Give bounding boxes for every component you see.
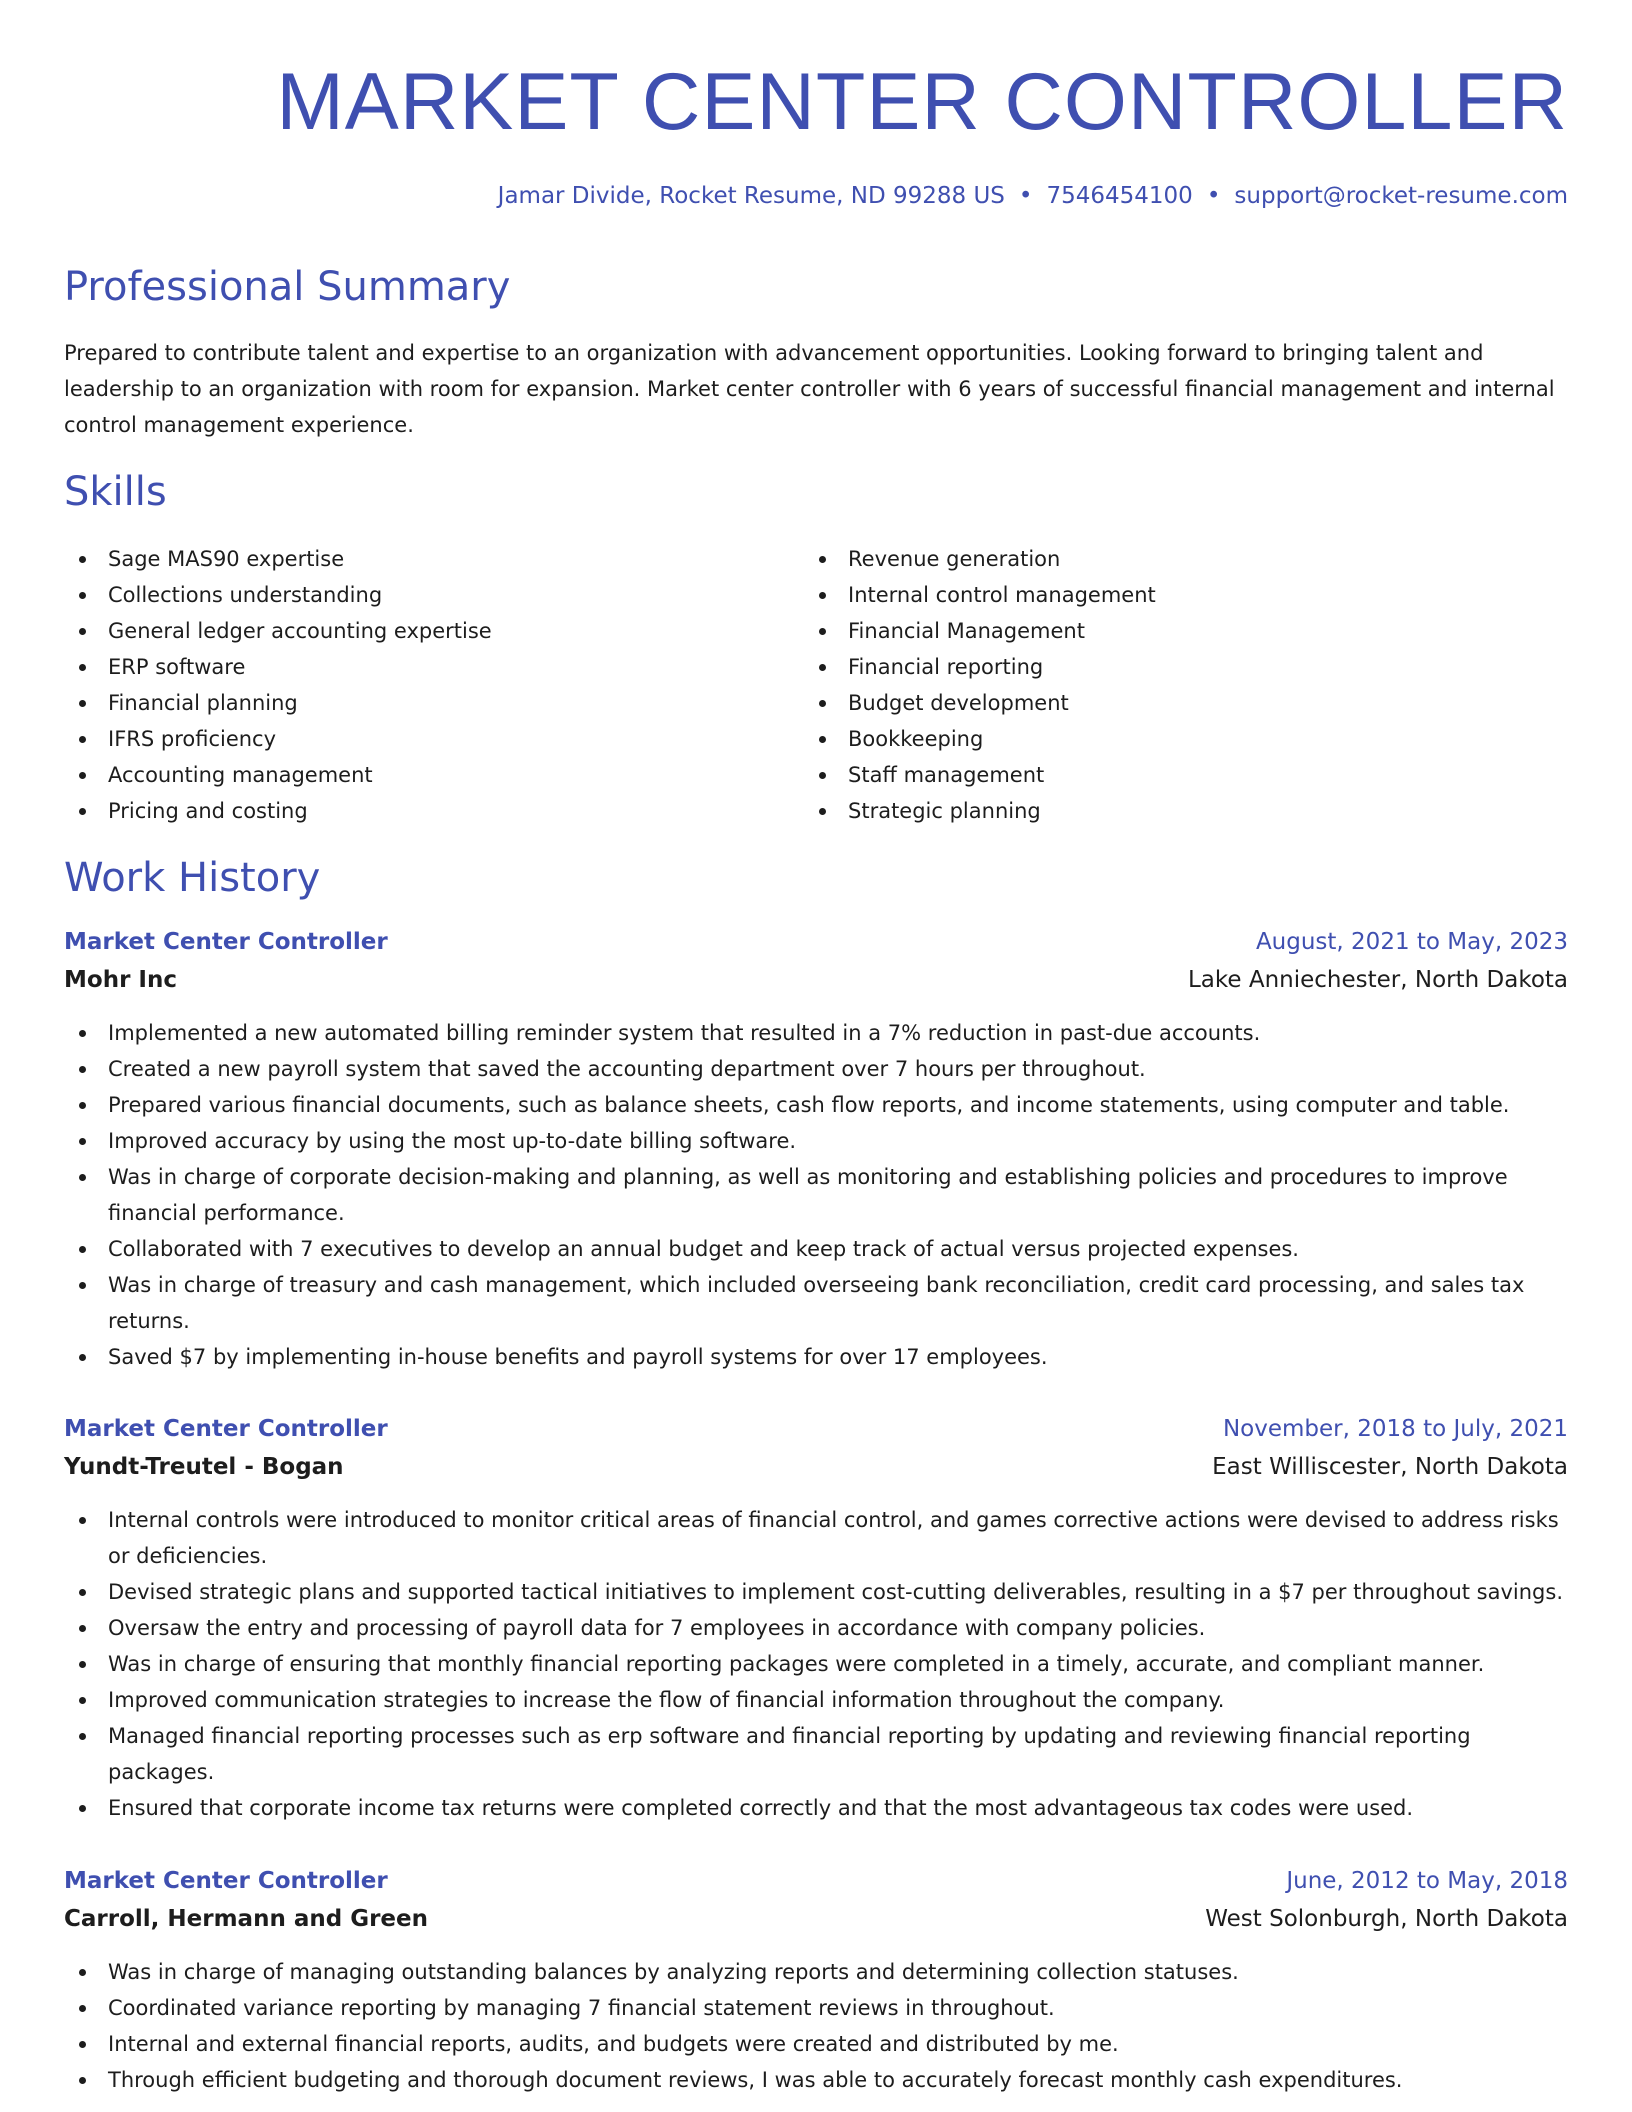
- skill-item: ERP software: [64, 649, 804, 685]
- skill-item: Financial Management: [804, 613, 1568, 649]
- skill-item: Strategic planning: [804, 793, 1568, 829]
- job-bullet: Oversaw the entry and processing of payroll data for 7 employees in accordance with company policies.: [64, 1610, 1568, 1646]
- job-bullet: Managed financial reporting processes such as erp software and financial reporting by updating and reviewing financial reporting packages.: [64, 1718, 1568, 1790]
- job-company: Mohr Inc: [64, 967, 177, 993]
- skill-item: Revenue generation: [804, 541, 1568, 577]
- job-bullet: Was in charge of treasury and cash management, which included overseeing bank reconciliation, credit card processing, and sales tax returns.: [64, 1267, 1568, 1339]
- job-entry: [64, 1862, 1568, 2098]
- skill-item: Financial planning: [64, 685, 804, 721]
- skill-item: Sage MAS90 expertise: [64, 541, 804, 577]
- skill-item: Budget development: [804, 685, 1568, 721]
- summary-heading: Professional Summary: [64, 264, 511, 310]
- job-company: Carroll, Hermann and Green: [64, 1906, 428, 1932]
- job-bullet: Created a new payroll system that saved the accounting department over 7 hours per throughout.: [64, 1051, 1568, 1087]
- skills-column-right: [804, 541, 1568, 829]
- job-bullet: Coordinated variance reporting by managing 7 financial statement reviews in throughout.: [64, 1990, 1568, 2026]
- job-bullet: Internal controls were introduced to monitor critical areas of financial control, and games corrective actions were devised to address risks or deficiencies.: [64, 1502, 1568, 1574]
- job-bullet: Collaborated with 7 executives to develop an annual budget and keep track of actual versus projected expenses.: [64, 1231, 1568, 1267]
- contact-email: support@rocket-resume.com: [1234, 183, 1568, 209]
- summary-text: Prepared to contribute talent and expertise to an organization with advancement opportunities. Looking forward to bringing talent and leadership to an organization with room for expansion. Market center controller with 6 years of successful financial management and internal control management experience.: [64, 341, 1555, 437]
- work-history-heading: Work History: [64, 855, 321, 901]
- job-bullet: Was in charge of ensuring that monthly financial reporting packages were completed in a timely, accurate, and compliant manner.: [64, 1646, 1568, 1682]
- skill-item: Bookkeeping: [804, 721, 1568, 757]
- job-title: Market Center Controller: [64, 929, 388, 955]
- candidate-name: MARKET CENTER CONTROLLER: [276, 57, 1568, 147]
- skill-item: Financial reporting: [804, 649, 1568, 685]
- job-bullet: Was in charge of managing outstanding balances by analyzing reports and determining collection statuses.: [64, 1954, 1568, 1990]
- job-company: Yundt-Treutel - Bogan: [64, 1454, 344, 1480]
- skill-item: IFRS proficiency: [64, 721, 804, 757]
- job-bullet: Was in charge of corporate decision-making and planning, as well as monitoring and establishing policies and procedures to improve financial performance.: [64, 1159, 1568, 1231]
- job-location: Lake Anniechester, North Dakota: [1187, 967, 1568, 993]
- skill-item: Accounting management: [64, 757, 804, 793]
- job-bullet: Internal and external financial reports, audits, and budgets were created and distributed by me.: [64, 2026, 1568, 2062]
- job-entry: [64, 923, 1568, 1375]
- job-title: Market Center Controller: [64, 1868, 388, 1894]
- contact-phone: 7546454100: [1046, 183, 1193, 209]
- job-location: East Williscester, North Dakota: [1212, 1454, 1568, 1480]
- contact-line: [498, 180, 1568, 212]
- job-dates: November, 2018 to July, 2021: [1222, 1416, 1568, 1442]
- job-bullet: Devised strategic plans and supported tactical initiatives to implement cost-cutting deliverables, resulting in a $7 per throughout savings.: [64, 1574, 1568, 1610]
- skill-item: Pricing and costing: [64, 793, 804, 829]
- job-bullets: [64, 1502, 1568, 1826]
- job-bullet: Prepared various financial documents, such as balance sheets, cash flow reports, and income statements, using computer and table.: [64, 1087, 1568, 1123]
- job-title: Market Center Controller: [64, 1416, 388, 1442]
- skill-item: Collections understanding: [64, 577, 804, 613]
- job-bullet: Improved communication strategies to increase the flow of financial information throughout the company.: [64, 1682, 1568, 1718]
- skills-heading: Skills: [64, 469, 167, 515]
- job-bullets: [64, 1954, 1568, 2098]
- contact-separator: •: [1206, 183, 1221, 209]
- skill-item: General ledger accounting expertise: [64, 613, 804, 649]
- job-bullet: Ensured that corporate income tax returns were completed correctly and that the most advantageous tax codes were used.: [64, 1790, 1568, 1826]
- skills-column-left: [64, 541, 804, 829]
- job-bullet: Improved accuracy by using the most up-to-date billing software.: [64, 1123, 1568, 1159]
- job-bullet: Through efficient budgeting and thorough document reviews, I was able to accurately forecast monthly cash expenditures.: [64, 2062, 1568, 2098]
- skill-item: Internal control management: [804, 577, 1568, 613]
- contact-separator: •: [1018, 183, 1033, 209]
- job-bullet: Saved $7 by implementing in-house benefits and payroll systems for over 17 employees.: [64, 1339, 1568, 1375]
- job-dates: August, 2021 to May, 2023: [1255, 929, 1568, 955]
- job-bullet: Implemented a new automated billing reminder system that resulted in a 7% reduction in past-due accounts.: [64, 1015, 1568, 1051]
- job-entry: [64, 1410, 1568, 1826]
- contact-address: Jamar Divide, Rocket Resume, ND 99288 US: [497, 183, 1005, 209]
- job-location: West Solonburgh, North Dakota: [1205, 1906, 1568, 1932]
- skill-item: Staff management: [804, 757, 1568, 793]
- job-dates: June, 2012 to May, 2018: [1286, 1868, 1568, 1894]
- job-bullets: [64, 1015, 1568, 1375]
